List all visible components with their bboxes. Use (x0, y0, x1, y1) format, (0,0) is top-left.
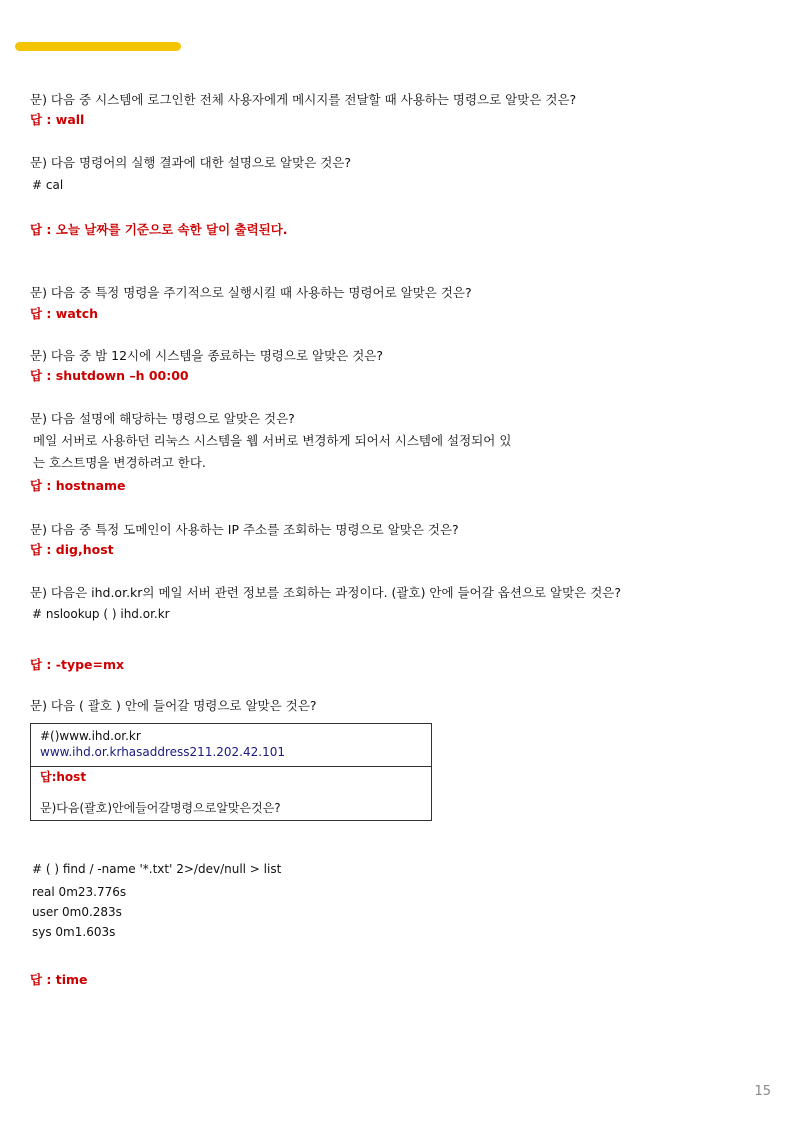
answer-6: 답 : dig,host (30, 542, 114, 557)
time-real: real 0m23.776s (32, 885, 127, 899)
answer-3: 답 : watch (30, 306, 99, 321)
answer-9: 답 : time (30, 972, 88, 987)
header-accent-bar (15, 42, 181, 51)
box-output-line-2: www.ihd.or.krhasaddress211.202.42.101 (40, 745, 285, 759)
box-answer: 답:host (40, 770, 87, 784)
page-number: 15 (754, 1084, 771, 1099)
answer-2: 답 : 오늘 날짜를 기준으로 속한 달이 출력된다. (30, 222, 288, 237)
answer-4: 답 : shutdown –h 00:00 (30, 368, 189, 383)
box-output-section (31, 724, 431, 767)
question-7: 문) 다음은 ihd.or.kr의 메일 서버 관련 정보를 조회하는 과정이다. (괄호) 안에 들어갈 옵션으로 알맞은 것은? (30, 585, 622, 600)
answer-7: 답 : -type=mx (30, 657, 125, 672)
question-5: 문) 다음 설명에 해당하는 명령으로 알맞은 것은? (30, 411, 295, 426)
question-2: 문) 다음 명령어의 실행 결과에 대한 설명으로 알맞은 것은? (30, 155, 352, 170)
code-2: # cal (32, 178, 64, 192)
box-output-line-1: #()www.ihd.or.kr (40, 729, 141, 743)
question-8-box (30, 723, 432, 821)
question-3: 문) 다음 중 특정 명령을 주기적으로 실행시킬 때 사용하는 명령어로 알맞은 것은? (30, 285, 472, 300)
description-5-line-1: 메일 서버로 사용하던 리눅스 시스템을 웹 서버로 변경하게 되어서 시스템에 설정되어 있 (33, 433, 512, 448)
time-sys: sys 0m1.603s (32, 925, 116, 939)
answer-5: 답 : hostname (30, 478, 126, 493)
code-7: # nslookup ( ) ihd.or.kr (32, 607, 170, 621)
description-5-line-2: 는 호스트명을 변경하려고 한다. (33, 455, 206, 470)
question-4: 문) 다음 중 밤 12시에 시스템을 종료하는 명령으로 알맞은 것은? (30, 348, 383, 363)
code-9: # ( ) find / -name '*.txt' 2>/dev/null > list (32, 862, 282, 876)
question-1: 문) 다음 중 시스템에 로그인한 전체 사용자에게 메시지를 전달할 때 사용하는 명령으로 알맞은 것은? (30, 92, 577, 107)
question-8: 문) 다음 ( 괄호 ) 안에 들어갈 명령으로 알맞은 것은? (30, 698, 317, 713)
time-user: user 0m0.283s (32, 905, 122, 919)
box-question: 문)다음(괄호)안에들어갈명령으로알맞은것은? (40, 801, 281, 815)
answer-1: 답 : wall (30, 112, 85, 127)
question-6: 문) 다음 중 특정 도메인이 사용하는 IP 주소를 조회하는 명령으로 알맞은 것은? (30, 522, 459, 537)
